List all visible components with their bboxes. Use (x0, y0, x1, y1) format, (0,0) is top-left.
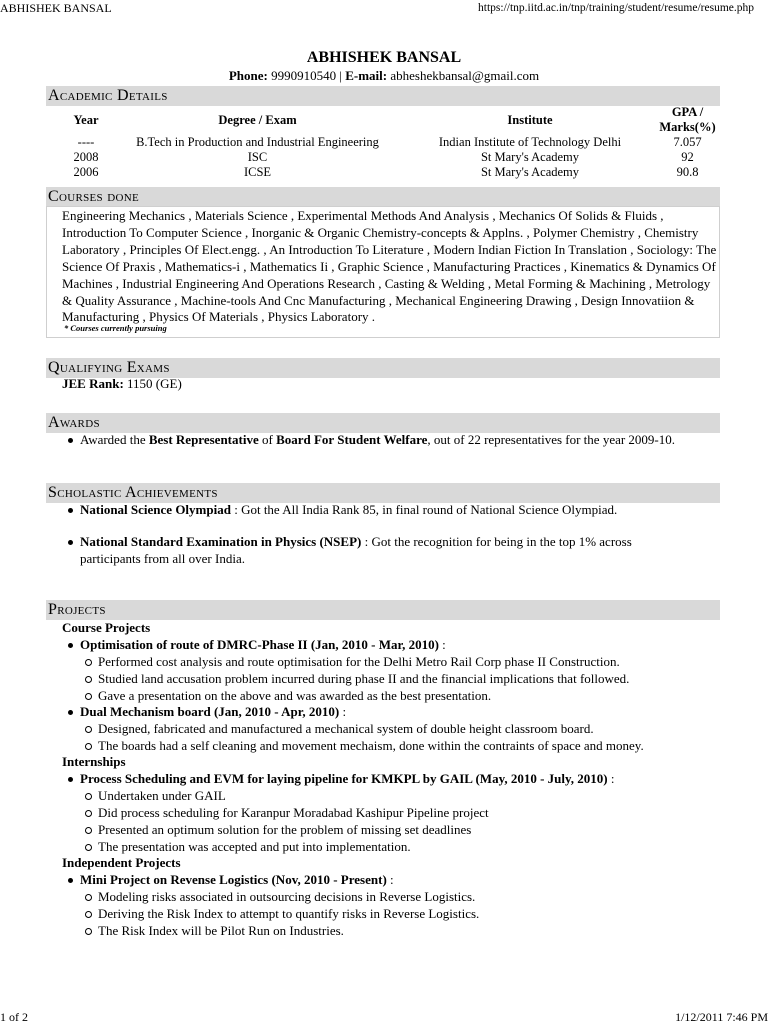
section-header-academic (46, 86, 720, 106)
section-title-awards: Awards (48, 414, 100, 431)
project-detail: Studied land accusation problem incurred during phase II and the financial implications that followed. (98, 671, 630, 686)
section-header-scholastic (46, 483, 720, 503)
project-suffix: : (607, 771, 615, 786)
contact-line (0, 68, 768, 84)
project-title: Process Scheduling and EVM for laying pipeline for KMKPL by GAIL (May, 2010 - July, 2010) (80, 771, 608, 786)
candidate-name: ABHISHEK BANSAL (306, 49, 462, 66)
email-address: abheshekbansal@gmail.com (390, 68, 540, 83)
cell-year: ---- (77, 135, 95, 149)
award-text: Awarded the (80, 432, 149, 447)
cell-gpa: 92 (681, 150, 694, 164)
project-detail: Presented an optimum solution for the problem of missing set deadlines (98, 822, 472, 837)
project-title: Dual Mechanism board (Jan, 2010 - Apr, 2010) (80, 704, 340, 719)
section-title-courses: Courses done (48, 188, 140, 205)
academic-table (62, 105, 720, 180)
col-header-institute: Institute (507, 112, 553, 127)
section-title-academic: Academic Details (48, 87, 168, 104)
project-detail: The boards had a self cleaning and movement mechaism, done within the contraints of space and money. (98, 738, 644, 753)
subsection-independent-projects: Independent Projects (62, 855, 181, 870)
col-header-year: Year (73, 112, 99, 127)
section-header-awards (46, 413, 720, 433)
project-detail: Designed, fabricated and manufactured a mechanical system of double height classroom board. (98, 721, 594, 736)
project-suffix: : (438, 637, 446, 652)
project-item (80, 872, 394, 888)
jee-rank-label: JEE Rank: (62, 376, 124, 391)
courses-note: * Courses currently pursuing (64, 323, 167, 333)
achievement-text-cont: participants from all over India. (80, 551, 245, 566)
print-header-url: https://tnp.iitd.ac.in/tnp/training/student/resume/resume.php (478, 2, 754, 14)
project-detail: Performed cost analysis and route optimisation for the Delhi Metro Rail Corp phase II Construction. (98, 654, 620, 669)
project-title: Mini Project on Revense Logistics (Nov, 2010 - Present) (80, 872, 387, 887)
project-suffix: : (339, 704, 347, 719)
section-header-projects (46, 600, 720, 620)
print-timestamp: 1/12/2011 7:46 PM (675, 1010, 768, 1024)
award-text: , out of 22 representatives for the year 2009-10. (427, 432, 676, 447)
cell-degree: ICSE (243, 165, 272, 179)
subsection-course-projects: Course Projects (62, 620, 151, 635)
section-title-projects: Projects (48, 601, 106, 618)
cell-degree: ISC (247, 150, 268, 164)
achievement-title: National Science Olympiad (80, 502, 231, 517)
cell-gpa: 90.8 (676, 165, 699, 179)
achievement-title: National Standard Examination in Physics (NSEP) (80, 534, 362, 549)
achievement-text: : Got the recognition for being in the top 1% across (361, 534, 632, 549)
project-item (80, 771, 615, 787)
cell-gpa: 7.057 (673, 135, 702, 149)
achievement-item (80, 534, 632, 550)
project-detail: Undertaken under GAIL (98, 788, 226, 803)
section-title-qualifying: Qualifying Exams (48, 359, 170, 376)
achievement-item (80, 502, 617, 518)
project-detail: The presentation was accepted and put into implementation. (98, 839, 411, 854)
award-body: Board For Student Welfare (276, 432, 428, 447)
academic-header-row (62, 105, 720, 135)
section-header-qualifying (46, 358, 720, 378)
col-header-degree: Degree / Exam (218, 112, 297, 127)
table-row (62, 165, 720, 180)
jee-rank (62, 376, 182, 392)
print-header-title: ABHISHEK BANSAL (0, 1, 112, 15)
achievement-text: : Got the All India Rank 85, in final round of National Science Olympiad. (230, 502, 618, 517)
subsection-internships: Internships (62, 754, 126, 769)
table-row (62, 150, 720, 165)
project-suffix: : (386, 872, 394, 887)
project-item (80, 704, 346, 720)
page-counter: 1 of 2 (0, 1010, 28, 1024)
jee-rank-value: 1150 (GE) (127, 376, 182, 391)
cell-year: 2006 (73, 165, 99, 179)
email-label: E-mail: (345, 68, 388, 83)
project-item (80, 637, 446, 653)
col-header-gpa: GPA / Marks(%) (659, 105, 716, 134)
cell-year: 2008 (73, 150, 99, 164)
phone-number: 9990910540 (271, 68, 337, 83)
project-detail: Gave a presentation on the above and was awarded as the best presentation. (98, 688, 492, 703)
award-text: of (258, 432, 277, 447)
phone-label: Phone: (228, 68, 268, 83)
contact-separator: | (339, 68, 342, 83)
section-title-scholastic: Scholastic Achievements (48, 484, 218, 501)
courses-list: Engineering Mechanics , Materials Science , Experimental Methods And Analysis , Mechanics Of Solids & Fluids , Introduction To Computer Science , Inorganic & Organic Chemistry-concepts & Applns. , Polymer Chemistry , Chemistry Laboratory , Principles Of Elect.engg. , An Introduction To Literature , Modern Indian Fiction In Translation , Sociology: The Science Of Praxis , Mathematics-i , Mathematics Ii , Graphic Science , Manufacturing Practices , Kinematics & Dynamics Of Machines , Industrial Engineering And Operations Research , Casting & Welding , Metal Forming & Machining , Metrology & Quality Assurance , Machine-tools And Cnc Manufacturing , Mechanical Engineering Drawing , Design Innovatiion & Manufacturing , Physics Of Materials , Physics Laboratory . (62, 208, 717, 325)
cell-degree: B.Tech in Production and Industrial Engineering (136, 135, 379, 149)
project-detail: The Risk Index will be Pilot Run on Industries. (98, 923, 344, 938)
section-header-courses (46, 187, 720, 207)
project-title: Optimisation of route of DMRC-Phase II (Jan, 2010 - Mar, 2010) (80, 637, 439, 652)
project-detail: Modeling risks associated in outsourcing decisions in Reverse Logistics. (98, 889, 476, 904)
project-detail: Deriving the Risk Index to attempt to quantify risks in Reverse Logistics. (98, 906, 480, 921)
project-detail: Did process scheduling for Karanpur Moradabad Kashipur Pipeline project (98, 805, 489, 820)
cell-institute: Indian Institute of Technology Delhi (438, 135, 622, 149)
cell-institute: St Mary's Academy (480, 150, 580, 164)
award-item (80, 432, 675, 448)
cell-institute: St Mary's Academy (480, 165, 580, 179)
table-row (62, 135, 720, 150)
award-title: Best Representative (148, 432, 259, 447)
